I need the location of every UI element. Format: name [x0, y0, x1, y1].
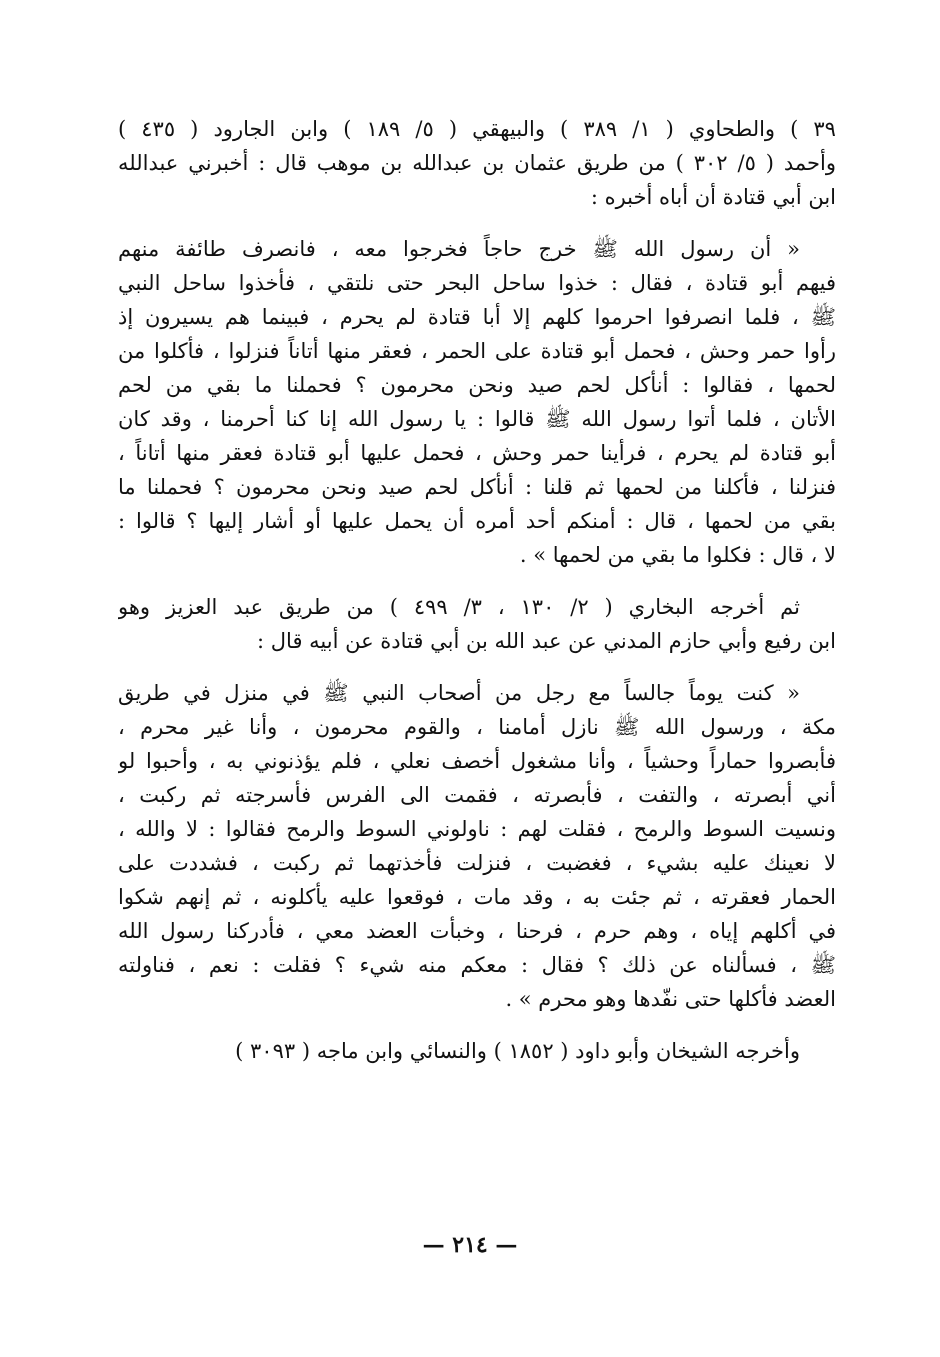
text-line: ونسيت السوط والرمح ، فقلت لهم : ناولوني السوط والرمح فقالوا : لا والله ،: [118, 817, 836, 841]
text-line: ابن رفيع وأبي حازم المدني عن عبد الله بن أبي قتادة عن أبيه قال :: [257, 629, 836, 653]
paragraph-hadith-2: [118, 676, 836, 1016]
page-number: — ٢١٤ —: [422, 1232, 518, 1258]
paragraph-gap: [118, 1016, 836, 1034]
text-line: الأتان ، فلما أتوا رسول الله ﷺ قالوا : يا رسول الله إنا كنا أحرمنا ، وقد كان: [118, 407, 836, 431]
text-line: لا نعينك عليه بشيء ، فغضبت ، فنزلت فأخذتهما ثم ركبت ، فشددت على: [118, 851, 836, 875]
paragraph-references-2: [118, 590, 836, 658]
text-line: ٣٩ ) والطحاوي ( ١/ ٣٨٩ ) والبيهقي ( ٥/ ١٨٩ ) وابن الجارود ( ٤٣٥ ): [118, 117, 836, 141]
text-line: مكة ، ورسول الله ﷺ نازل أمامنا ، والقوم محرمون ، وأنا غير محرم ،: [118, 715, 836, 739]
text-line: لا ، قال : فكلوا ما بقي من لحمها » .: [519, 543, 836, 567]
text-line: ابن أبي قتادة أن أباه أخبره :: [590, 185, 836, 209]
paragraph-gap: [118, 572, 836, 590]
text-line: ﷺ ، فلما انصرفوا احرموا كلهم إلا أبا قتادة لم يحرم ، فبينما هم يسيرون إذ: [118, 305, 836, 329]
text-line: العضد فأكلها حتى نفّدها وهو محرم » .: [505, 987, 836, 1011]
text-line: ثم أخرجه البخاري ( ٢/ ١٣٠ ، ٣/ ٤٩٩ ) من طريق عبد العزيز وهو: [118, 595, 800, 619]
paragraph-gap: [118, 214, 836, 232]
text-line: « أن رسول الله ﷺ خرج حاجاً فخرجوا معه ، فانصرف طائفة منهم: [118, 237, 800, 261]
paragraph-references-1: [118, 112, 836, 214]
text-line: وأخرجه الشيخان وأبو داود ( ١٨٥٢ ) والنسائي وابن ماجه ( ٣٠٩٣ ): [235, 1039, 800, 1063]
paragraph-gap: [118, 658, 836, 676]
text-line: أبو قتادة لم يحرم ، فرأينا حمر وحش ، فحمل عليها أبو قتادة فعقر منها أتاناً ،: [118, 441, 836, 465]
text-line: في أكلهم إياه ، وهم حرم ، فرحنا ، وخبأت العضد معي ، فأدركنا رسول الله: [118, 919, 836, 943]
text-line: وأحمد ( ٥/ ٣٠٢ ) من طريق عثمان بن عبدالله بن موهب قال : أخبرني عبدالله: [118, 151, 836, 175]
text-line: بقي من لحمها ، قال : أمنكم أحد أمره أن يحمل عليها أو أشار إليها ؟ قالوا :: [118, 509, 836, 533]
paragraph-references-3: [118, 1034, 836, 1068]
text-line: أني أبصرته ، والتفت ، فأبصرته ، فقمت الى الفرس فأسرجته ثم ركبت ،: [118, 783, 836, 807]
text-line: ﷺ ، فسألناه عن ذلك ؟ فقال : معكم منه شيء ؟ فقلت : نعم ، فناولته: [118, 953, 836, 977]
text-line: لحمها ، فقالوا : أنأكل لحم صيد ونحن محرمون ؟ فحملنا ما بقي من لحم: [118, 373, 836, 397]
text-line: فأبصروا حماراً وحشياً ، وأنا مشغول أخصف نعلي ، فلم يؤذنوني به ، وأحبوا لو: [118, 749, 836, 773]
paragraph-hadith-1: [118, 232, 836, 572]
text-line: فيهم أبو قتادة ، فقال : خذوا ساحل البحر حتى نلتقي ، فأخذوا ساحل النبي: [118, 271, 836, 295]
text-line: فنزلنا ، فأكلنا من لحمها ثم قلنا : أنأكل لحم صيد ونحن محرمون ؟ فحملنا ما: [118, 475, 836, 499]
text-line: الحمار فعقرته ، ثم جئت به ، وقد مات ، فوقعوا عليه يأكلونه ، ثم إنهم شكوا: [118, 885, 836, 909]
text-line: رأوا حمر وحش ، فحمل أبو قتادة على الحمر ، فعقر منها أتاناً فنزلوا ، فأكلوا من: [118, 339, 836, 363]
text-line: « كنت يوماً جالساً مع رجل من أصحاب النبي ﷺ في منزل في طريق: [118, 681, 800, 705]
page-body: [118, 112, 836, 1068]
